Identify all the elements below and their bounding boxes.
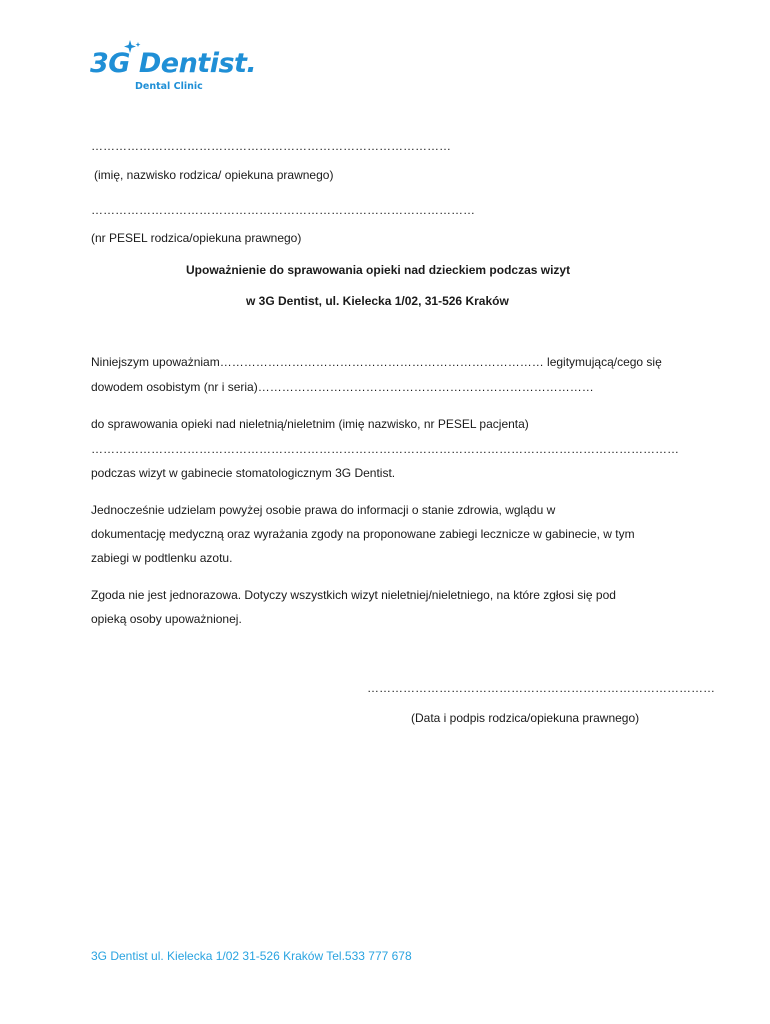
clinic-logo xyxy=(88,40,257,96)
visits-line: podczas wizyt w gabinecie stomatologicznym 3G Dentist. xyxy=(91,466,396,480)
document-title-address: w 3G Dentist, ul. Kielecka 1/02, 31-526 Kraków xyxy=(246,294,509,308)
validity-paragraph-line-1: Zgoda nie jest jednorazowa. Dotyczy wszystkich wizyt nieletniej/nieletniego, na które zgłosi się pod xyxy=(91,588,616,602)
signature-label: (Data i podpis rodzica/opiekuna prawnego) xyxy=(411,711,640,725)
parent-name-label: (imię, nazwisko rodzica/ opiekuna prawnego) xyxy=(94,168,334,182)
authorization-line: Niniejszym upoważniam……………………………………………………………………… legitymującą/cego się xyxy=(91,355,662,369)
footer-contact: 3G Dentist ul. Kielecka 1/02 31-526 Kraków Tel.533 777 678 xyxy=(91,949,412,963)
signature-dotted-line: …………………………………………………………………………… xyxy=(367,681,715,695)
consent-paragraph-line-3: zabiegi w podtlenku azotu. xyxy=(91,551,233,565)
parent-pesel-dotted-line: …………………………………………………………………………………… xyxy=(91,203,475,217)
document-title: Upoważnienie do sprawowania opieki nad dzieckiem podczas wizyt xyxy=(186,263,571,277)
validity-paragraph-line-2: opieką osoby upoważnionej. xyxy=(91,612,242,626)
logo-brand-text: 3G Dentist. xyxy=(90,48,257,79)
patient-dotted-line: ………………………………………………………………………………………………………………………………… xyxy=(91,442,679,456)
patient-care-label: do sprawowania opieki nad nieletnią/nieletnim (imię nazwisko, nr PESEL pacjenta) xyxy=(91,417,529,431)
consent-paragraph-line-2: dokumentację medyczną oraz wyrażania zgody na proponowane zabiegi lecznicze w gabinecie, w tym xyxy=(91,527,635,541)
consent-paragraph-line-1: Jednocześnie udzielam powyżej osobie prawa do informacji o stanie zdrowia, wglądu w xyxy=(91,503,556,517)
parent-name-dotted-line: ……………………………………………………………………………… xyxy=(91,139,451,153)
logo-subtitle: Dental Clinic xyxy=(135,81,203,92)
parent-pesel-label: (nr PESEL rodzica/opiekuna prawnego) xyxy=(91,231,302,245)
id-document-line: dowodem osobistym (nr i seria)………………………………………………………………………… xyxy=(91,380,594,394)
